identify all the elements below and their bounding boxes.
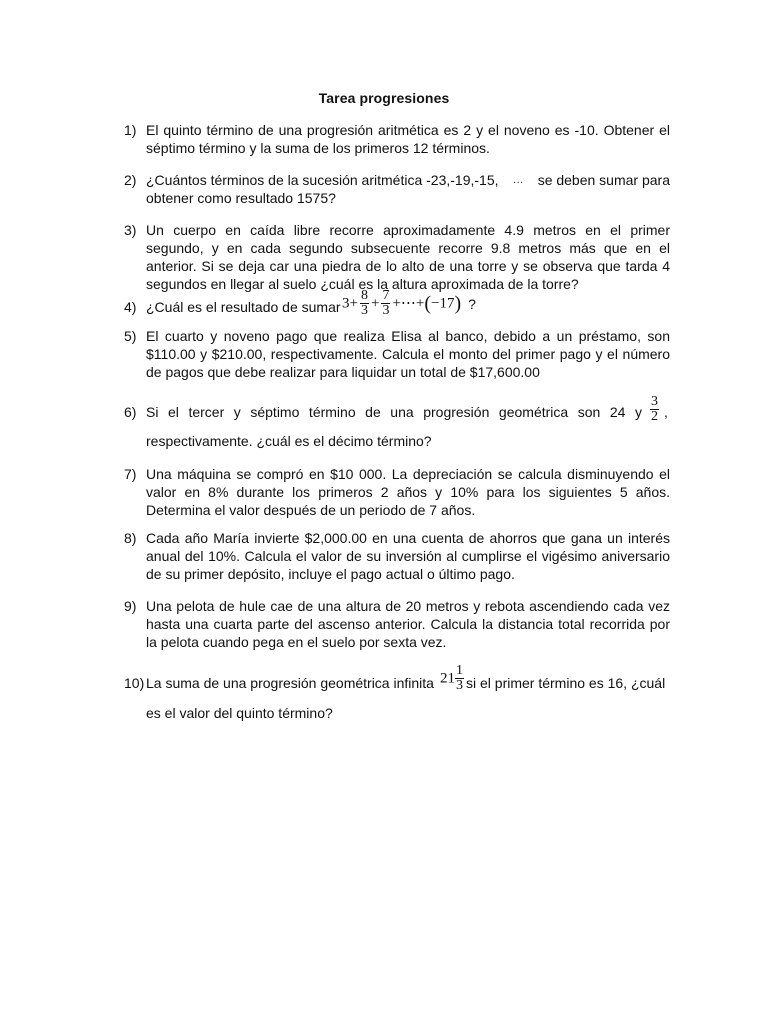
problem-line: se deben sumar para <box>537 172 670 188</box>
math-operator: + <box>370 295 380 312</box>
problem-number: 1) <box>124 122 137 138</box>
numerator: 3 <box>651 394 658 409</box>
denominator: 2 <box>651 409 658 424</box>
problem-number: 5) <box>124 328 137 344</box>
math-ellipsis: ⋯ <box>400 295 416 312</box>
problem-number: 7) <box>124 466 137 482</box>
problem-line: ¿Cuál es el resultado de sumar <box>146 299 341 315</box>
problem-line: es el valor del quinto término? <box>146 705 333 721</box>
problem-line: La suma de una progresión geométrica infinita <box>146 675 434 691</box>
question-mark: ? <box>468 295 476 312</box>
numerator: 1 <box>456 663 463 678</box>
problem-2 <box>124 171 670 207</box>
problem-number: 8) <box>124 530 137 546</box>
mixed-number <box>440 664 464 693</box>
fraction <box>381 289 390 318</box>
problem-number: 4) <box>124 299 137 315</box>
problem-number: 3) <box>124 222 137 238</box>
problem-9 <box>124 597 670 651</box>
sum-expression <box>342 289 476 318</box>
problem-number: 6) <box>124 404 137 420</box>
close-paren: ) <box>454 292 462 315</box>
problem-10 <box>124 664 670 720</box>
denominator: 3 <box>360 303 368 318</box>
problem-line: si el primer término es 16, ¿cuál <box>466 675 666 691</box>
document-title: Tarea progresiones <box>318 90 450 106</box>
problem-number: 9) <box>124 598 137 614</box>
open-paren: ( <box>424 292 432 315</box>
problem-number: 2) <box>124 172 137 188</box>
problem-text: Cada año María invierte $2,000.00 en una cuenta de ahorros que gana un interés anual del 10%. Calcula el valor de su inversión al cumplirse el vigésimo aniversario de su primer depósito, incluye el pago actual o último pago. <box>146 530 670 582</box>
problem-line: respectivamente. ¿cuál es el décimo término? <box>146 433 432 449</box>
problem-text <box>146 395 670 451</box>
problem-6 <box>124 395 670 451</box>
fraction <box>455 664 464 693</box>
problem-5 <box>124 327 670 381</box>
fraction <box>650 395 659 424</box>
problem-3 <box>124 221 670 293</box>
numerator: 8 <box>360 288 368 303</box>
problem-text <box>146 171 670 207</box>
problem-7 <box>124 465 670 519</box>
numerator: 7 <box>382 288 390 303</box>
math-term: −17 <box>431 295 455 312</box>
problem-text: Una pelota de hule cae de una altura de 20 metros y rebota ascendiendo cada vez hasta una cuarta parte del ascenso anterior. Calcula la distancia total recorrida por la pelota cuando pega en el suelo por sexta vez. <box>146 598 670 650</box>
denominator: 3 <box>382 303 390 318</box>
comma: , <box>664 404 668 420</box>
problem-text <box>146 289 670 325</box>
problem-8 <box>124 529 670 583</box>
denominator: 3 <box>456 678 463 693</box>
problem-4 <box>124 289 670 325</box>
problem-text <box>146 664 670 720</box>
problem-text: Un cuerpo en caída libre recorre aproximadamente 4.9 metros en el primer segundo, y en cada segundo subsecuente recorre 9.8 metros más que en el anterior. Si se deja car una piedra de lo alto de una torre y se observa que tarda 4 segundos en llegar al suelo ¿cuál es la altura aproximada de la torre? <box>146 222 670 292</box>
ellipsis: … <box>512 174 524 186</box>
problem-line: El quinto término de una progresión aritmética es 2 y el noveno es -10. Obtener el <box>146 122 670 138</box>
problem-number: 10) <box>124 675 145 691</box>
math-term: 3 <box>342 295 350 312</box>
fraction <box>360 289 369 318</box>
math-operator: + <box>415 295 425 312</box>
math-operator: + <box>392 295 401 312</box>
problem-line: obtener como resultado 1575? <box>146 190 336 206</box>
problem-line: séptimo término y la suma de los primeros 12 términos. <box>146 140 490 156</box>
problem-text <box>146 121 670 157</box>
whole-part: 21 <box>440 670 455 687</box>
problem-1 <box>124 121 670 157</box>
problem-text: El cuarto y noveno pago que realiza Elisa al banco, debido a un préstamo, son $110.00 y $210.00, respectivamente. Calcula el monto del primer pago y el número de pagos que debe realizar para liquidar un total de $17,600.00 <box>146 328 670 380</box>
problem-line: Si el tercer y séptimo término de una progresión geométrica son 24 y <box>146 404 642 420</box>
problem-line: ¿Cuántos términos de la sucesión aritmética -23,-19,-15, <box>146 172 499 188</box>
problem-text: Una máquina se compró en $10 000. La depreciación se calcula disminuyendo el valor en 8% durante los primeros 2 años y 10% para los siguientes 5 años. Determina el valor después de un periodo de 7 años. <box>146 466 670 518</box>
math-operator: + <box>349 295 358 312</box>
